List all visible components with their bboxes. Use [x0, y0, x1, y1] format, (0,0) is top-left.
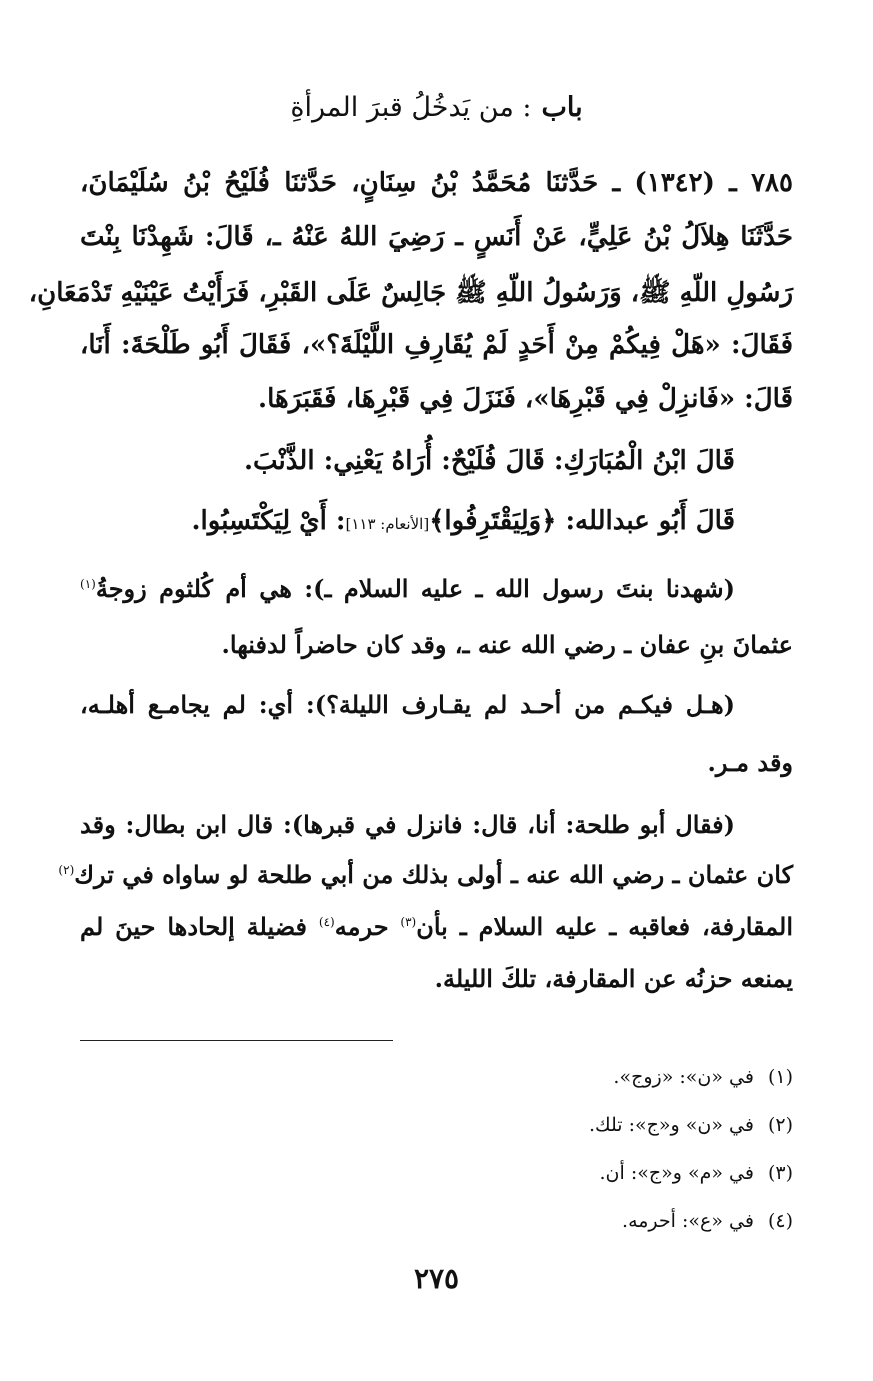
hadith-line: فَقَالَ: «هَلْ فِيكُمْ مِنْ أَحَدٍ لَمْ يُقَارِفِ اللَّيْلَةَ؟»، فَقَالَ أَبُو طَلْحَةَ: أَنَا، [80, 330, 793, 360]
ibn-mubarak-note: قَالَ ابْنُ الْمُبَارَكِ: قَالَ فُلَيْحٌ: أُرَاهُ يَعْنِي: الذَّنْبَ. [243, 446, 735, 476]
hadith-line: قَالَ: «فَانزِلْ فِي قَبْرِهَا»، فَنَزَلَ فِي قَبْرِهَا، فَقَبَرَهَا. [258, 384, 793, 414]
footnote-ref: (٣) [400, 915, 417, 929]
commentary-line: عثمانَ بنِ عفان ـ رضي الله عنه ـ، وقد كان حاضراً لدفنها. [221, 630, 793, 659]
commentary-segment: (شهدنا بنتَ رسول الله ـ عليه السلام ـ): هي أم كُلثوم زوجةُ [95, 574, 735, 603]
commentary-line: (هـل فيكـم من أحـد لم يقـارف الليلة؟): أي: لم يجامـع أهلـه، [80, 690, 735, 719]
commentary-segment: كان عثمان ـ رضي الله عنه ـ أولى بذلك من أبي طلحة لو ساواه في ترك [74, 860, 793, 889]
footnote-text: في «ن» و«ج»: تلك. [588, 1114, 754, 1136]
commentary-line: يمنعه حزنُه عن المقارفة، تلكَ الليلة. [434, 964, 793, 993]
commentary-line: وقد مـر. [707, 748, 793, 777]
chapter-heading [0, 92, 873, 123]
commentary-line: (فقال أبو طلحة: أنا، قال: فانزل في قبرها): قال ابن بطال: وقد [80, 810, 735, 839]
footnote-number: (١) [767, 1066, 793, 1088]
footnote-separator [80, 1040, 393, 1041]
footnote-text: في «م» و«ج»: أن. [599, 1162, 754, 1184]
footnote-number: (٢) [767, 1114, 793, 1136]
commentary-segment: حرمه [334, 912, 401, 941]
quran-reference: [الأنعام: ١١٣] [345, 515, 430, 533]
footnote [80, 1114, 793, 1136]
footnote-text: في «ع»: أحرمه. [622, 1210, 754, 1232]
abu-abdillah-post: : أَيْ لِيَكْتَسِبُوا. [191, 506, 346, 536]
footnote-ref: (٢) [58, 863, 75, 877]
hadith-line: رَسُولِ اللّهِ ﷺ، وَرَسُولُ اللّهِ ﷺ جَالِسٌ عَلَى القَبْرِ، فَرَأَيْتُ عَيْنَيْهِ تَدْمَعَانِ، [28, 278, 793, 308]
chapter-title: : من يَدخُلُ قبرَ المرأةِ [290, 92, 532, 123]
footnote-ref: (٤) [318, 915, 335, 929]
abu-abdillah-note [80, 506, 735, 536]
footnote-ref: (١) [80, 577, 96, 591]
chapter-label: باب [541, 92, 583, 123]
footnote-number: (٤) [767, 1210, 793, 1232]
footnote [80, 1162, 793, 1184]
commentary-line [80, 912, 793, 941]
commentary-line [80, 574, 735, 603]
footnote-number: (٣) [767, 1162, 793, 1184]
hadith-line: ٧٨٥ ـ (١٣٤٢) ـ حَدَّثنَا مُحَمَّدُ بْنُ سِنَانٍ، حَدَّثنَا فُلَيْحُ بْنُ سُلَيْمَانَ، [80, 168, 793, 198]
commentary-segment: المقارفة، فعاقبه ـ عليه السلام ـ بأن [416, 912, 794, 941]
footnote [80, 1210, 793, 1232]
footnote-text: في «ن»: «زوج». [613, 1066, 754, 1088]
commentary-line [58, 860, 793, 889]
hadith-line: حَدَّثَنَا هِلاَلُ بْنُ عَلِيٍّ، عَنْ أَنَسٍ ـ رَضِيَ اللهُ عَنْهُ ـ، قَالَ: شَهِدْنَا بِنْتَ [80, 222, 793, 252]
abu-abdillah-pre: قَالَ أَبُو عبدالله: ﴿وَلِيَقْتَرِفُوا﴾ [429, 506, 735, 536]
page-number: ٢٧٥ [413, 1262, 460, 1295]
footnote [80, 1066, 793, 1088]
commentary-segment: فضيلة إلحادها حينَ لم [80, 912, 319, 941]
